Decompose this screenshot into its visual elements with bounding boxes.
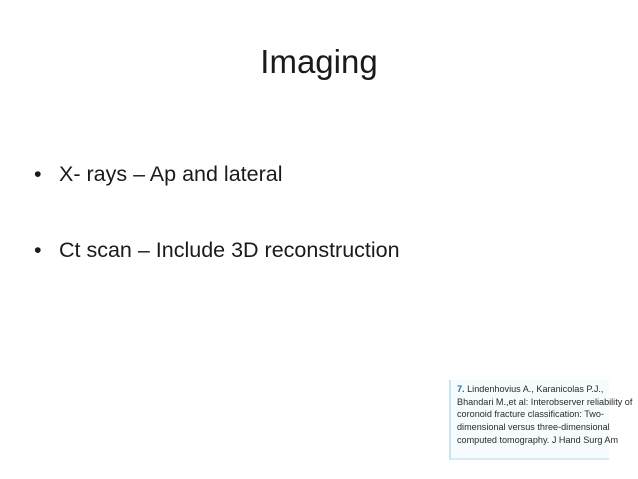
citation-line: dimensional versus three-dimensional — [457, 422, 610, 433]
citation-line: Bhandari M.,et al: Interobserver reliability of — [457, 396, 633, 407]
bullet-text: Ct scan – Include 3D reconstruction — [59, 238, 400, 262]
slide-title: Imaging — [260, 43, 378, 80]
bullet-item-xrays — [34, 160, 400, 188]
bullet-icon: • — [34, 162, 42, 186]
bullet-list — [34, 160, 400, 312]
citation-text: Lindenhovius A., Karanicolas P.J., — [464, 384, 604, 394]
citation-line: coronoid fracture classification: Two- — [457, 409, 604, 420]
bullet-item-ct-scan — [34, 236, 400, 264]
bullet-icon: • — [34, 238, 42, 262]
bullet-text: X- rays – Ap and lateral — [59, 162, 283, 186]
citation-box — [449, 380, 633, 460]
citation-line — [457, 383, 606, 396]
citation-number: 7. — [457, 384, 465, 394]
citation-line: computed tomography. J Hand Surg Am — [457, 434, 619, 445]
